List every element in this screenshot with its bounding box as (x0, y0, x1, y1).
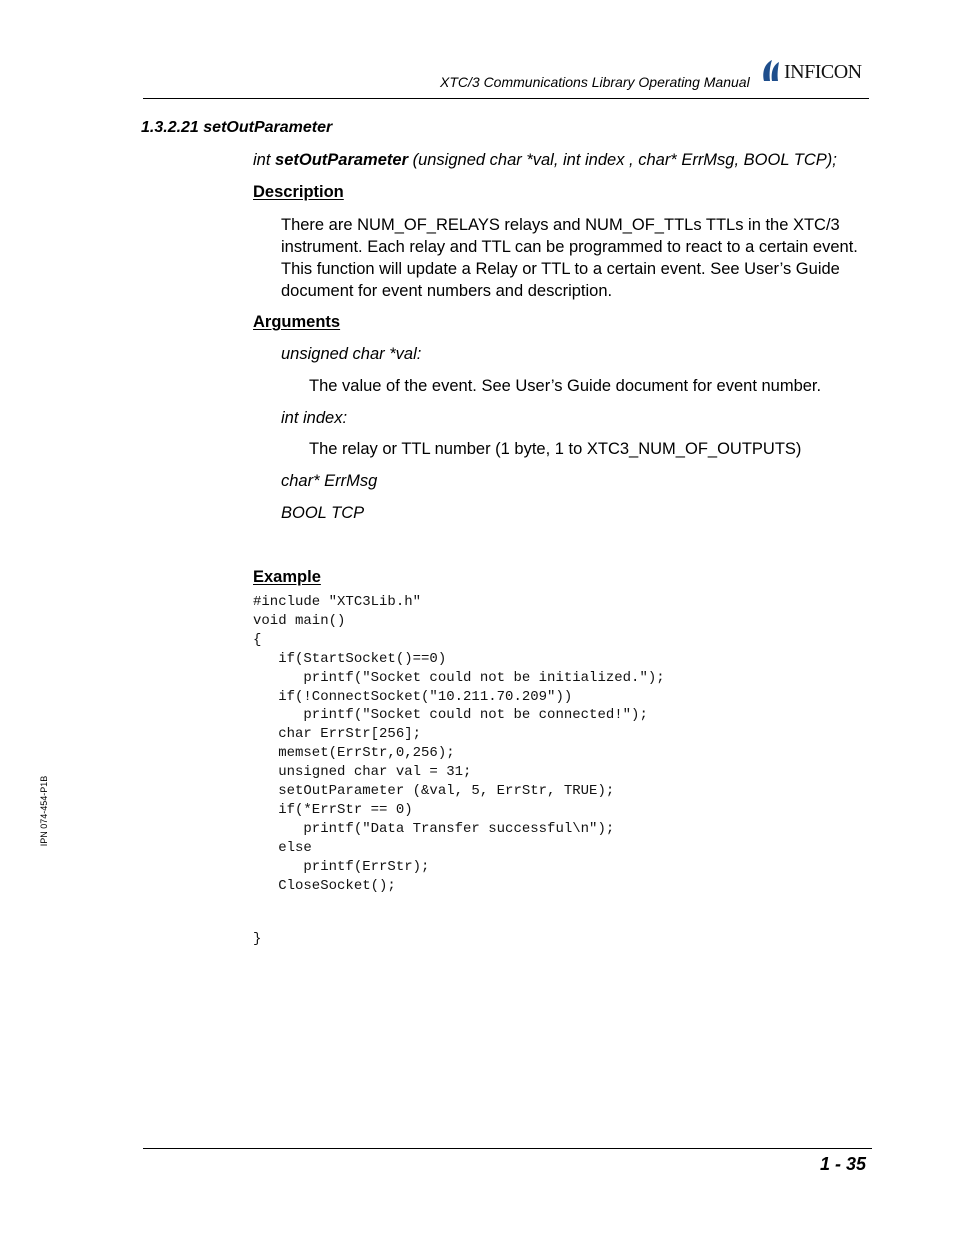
argument-description: The value of the event. See User’s Guide document for event number. (309, 377, 822, 395)
page-number: 1 - 35 (819, 1154, 866, 1174)
brand-name: INFICON (784, 61, 862, 83)
section-heading: 1.3.2.21 setOutParameter (141, 119, 333, 136)
manual-title: XTC/3 Communications Library Operating Manual (440, 74, 750, 90)
arguments-heading: Arguments (253, 313, 341, 331)
function-signature (253, 151, 837, 170)
ipn-label: IPN 074-454-P1B (39, 775, 49, 847)
argument-name: int index: (281, 409, 348, 427)
header-rule (143, 98, 869, 99)
example-code: #include "XTC3Lib.h" void main() { if(StartSocket()==0) printf("Socket could not be initialized."); if(!ConnectSocket("10.211.70.209")) printf("Socket could not be connected!"); char ErrStr[256]; memset(ErrStr,0,256); unsigned char val = 31; setOutParameter (&val, 5, ErrStr, TRUE); if(*ErrStr == 0) printf("Data Transfer successful\n"); else printf(ErrStr); CloseSocket(); (253, 594, 665, 894)
description-heading: Description (253, 183, 344, 201)
inficon-logo-icon (760, 59, 782, 83)
footer-rule (143, 1148, 872, 1149)
signature-arguments: (unsigned char *val, int index , char* ErrMsg, BOOL TCP); (408, 151, 837, 169)
argument-name: unsigned char *val: (281, 345, 422, 363)
example-code-closing-brace: } (253, 931, 262, 947)
description-text: There are NUM_OF_RELAYS relays and NUM_OF_TTLs TTLs in the XTC/3 instrument. Each relay and TTL can be programmed to react to a certain event. This function will update a Relay or TTL to a certain event. See User’s Guide document for event numbers and description. (281, 216, 858, 300)
example-heading: Example (253, 568, 321, 586)
inficon-logo (760, 59, 874, 85)
argument-name: BOOL TCP (281, 504, 365, 522)
argument-name: char* ErrMsg (281, 472, 378, 490)
signature-function-name: setOutParameter (275, 151, 408, 169)
signature-return-type: int (253, 151, 276, 169)
argument-description: The relay or TTL number (1 byte, 1 to XTC3_NUM_OF_OUTPUTS) (309, 440, 802, 458)
